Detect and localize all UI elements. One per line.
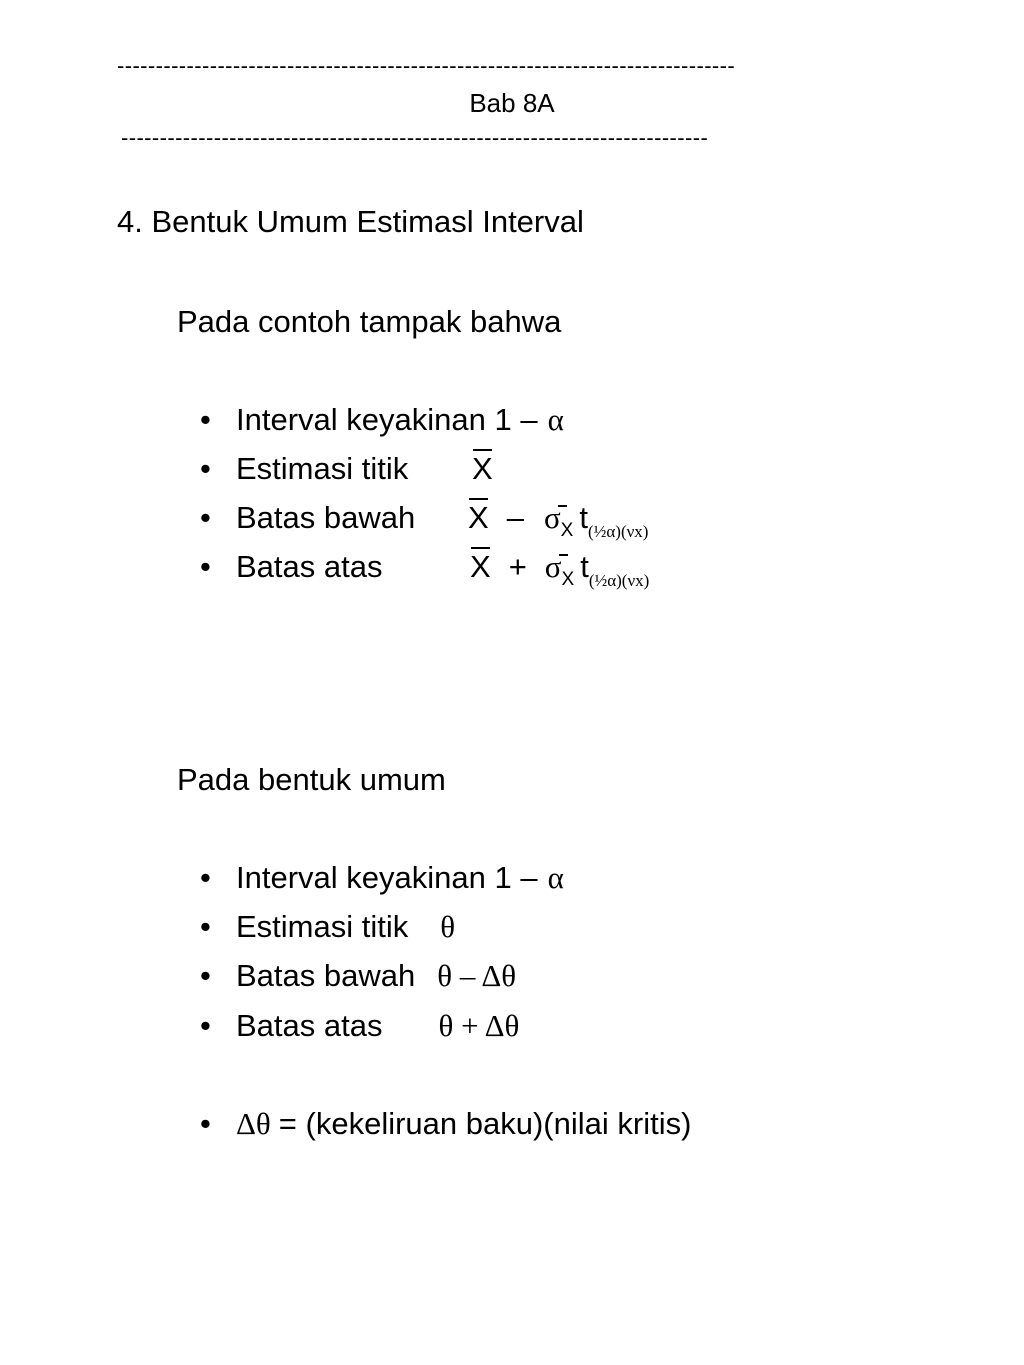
bottom-dash-rule: ---------------------------------------------------------------------------- (121, 125, 709, 150)
list-item (200, 911, 455, 942)
lower-bound-formula (468, 500, 649, 541)
theta-symbol: θ (440, 909, 456, 944)
bullet: • (200, 500, 211, 535)
t-symbol: t (579, 500, 588, 535)
bullet: • (200, 1008, 211, 1043)
item-label: Batas atas (236, 1008, 383, 1043)
top-dash-rule: -------------------------------------------------------------------------------- (117, 53, 736, 78)
lower-bound-expression: θ – Δθ (437, 958, 517, 993)
list-item (200, 502, 415, 533)
t-subscript: (½α)(νx) (587, 522, 649, 541)
item-label: Interval keyakinan 1 – (236, 860, 538, 895)
alpha-symbol: α (547, 402, 564, 437)
x-bar-symbol: X (472, 451, 493, 486)
list-item (200, 551, 382, 582)
item-label: Batas atas (236, 549, 383, 584)
alpha-symbol: α (547, 860, 564, 895)
t-subscript: (½α)(νx) (588, 571, 650, 590)
bullet: • (200, 1106, 211, 1141)
example-intro: Pada contoh tampak bahwa (177, 304, 562, 339)
upper-bound-expression: θ + Δθ (438, 1008, 520, 1043)
section-title: 4. Bentuk Umum Estimasl Interval (117, 204, 584, 239)
list-item (200, 404, 564, 435)
list-item (200, 960, 516, 991)
item-label: Batas bawah (236, 500, 416, 535)
item-label: Estimasi titik (236, 451, 409, 486)
plus-operator: + (508, 549, 527, 584)
sigma-x-bar: $\sigma_X$ (544, 549, 575, 590)
bullet: • (200, 860, 211, 895)
list-item (200, 453, 408, 484)
t-symbol: t (580, 549, 589, 584)
x-bar-symbol: X (470, 549, 491, 584)
delta-theta-symbol: Δθ (236, 1106, 271, 1141)
bullet: • (200, 402, 211, 437)
item-label: Estimasi titik (236, 909, 409, 944)
bullet: • (200, 958, 211, 993)
list-item (200, 1108, 691, 1139)
sigma-x-bar: $\sigma_X$ (543, 500, 574, 541)
bullet: • (200, 451, 211, 486)
minus-operator: – (506, 500, 524, 535)
general-intro: Pada bentuk umum (177, 762, 446, 797)
list-item (200, 862, 564, 893)
item-label: Batas bawah (236, 958, 416, 993)
bullet: • (200, 909, 211, 944)
list-item (200, 1010, 519, 1041)
bullet: • (200, 549, 211, 584)
note-text: = (kekeliruan baku)(nilai kritis) (278, 1106, 692, 1141)
x-bar-symbol: X (468, 500, 489, 535)
chapter-title: Bab 8A (469, 88, 555, 118)
item-label: Interval keyakinan 1 – (236, 402, 538, 437)
upper-bound-formula (470, 549, 650, 590)
